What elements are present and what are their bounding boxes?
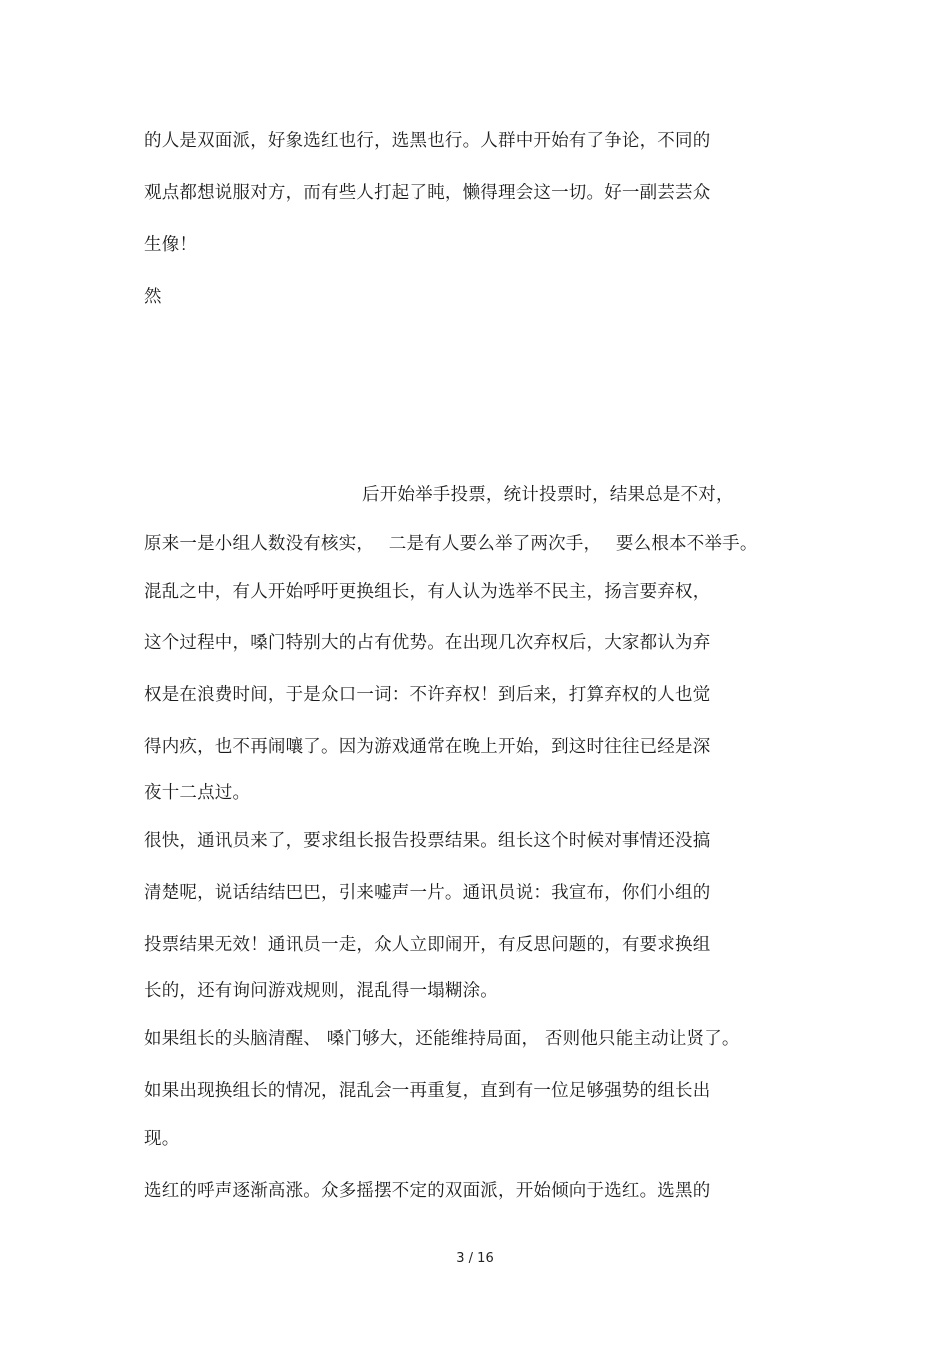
text-line-17: 如果出现换组长的情况，混乱会一再重复，直到有一位足够强势的组长出 (144, 1081, 711, 1101)
text-line-10: 得内疚，也不再闹嚷了。因为游戏通常在晚上开始，到这时往往已经是深 (144, 737, 711, 757)
text-line-5: 后开始举手投票，统计投票时，结果总是不对， (362, 485, 734, 505)
text-line-16: 如果组长的头脑清醒、 嗓门够大，还能维持局面， 否则他只能主动让贤了。 (144, 1029, 740, 1049)
text-line-14: 投票结果无效！通讯员一走，众人立即闹开，有反思问题的，有要求换组 (144, 935, 711, 955)
text-line-7: 混乱之中，有人开始呼吁更换组长，有人认为选举不民主，扬言要弃权， (144, 582, 711, 602)
text-line-15: 长的，还有询问游戏规则，混乱得一塌糊涂。 (144, 981, 498, 1001)
text-line-11: 夜十二点过。 (144, 783, 251, 803)
text-line-3: 生像！ (144, 235, 198, 255)
text-line-9: 权是在浪费时间，于是众口一词：不许弃权！到后来，打算弃权的人也觉 (144, 685, 711, 705)
text-line-2: 观点都想说服对方，而有些人打起了盹，懒得理会这一切。好一副芸芸众 (144, 183, 711, 203)
text-line-4: 然 (144, 287, 162, 307)
text-line-1: 的人是双面派，好象选红也行，选黑也行。人群中开始有了争论，不同的 (144, 131, 711, 151)
text-line-19: 选红的呼声逐渐高涨。众多摇摆不定的双面派，开始倾向于选红。选黑的 (144, 1181, 711, 1201)
text-line-8: 这个过程中，嗓门特别大的占有优势。在出现几次弃权后，大家都认为弃 (144, 633, 711, 653)
text-line-13: 清楚呢，说话结结巴巴，引来嘘声一片。通讯员说：我宣布，你们小组的 (144, 883, 711, 903)
page-number: 3 / 16 (456, 1251, 494, 1266)
text-line-18: 现。 (144, 1129, 180, 1149)
text-line-6: 原来一是小组人数没有核实， 二是有人要么举了两次手， 要么根本不举手。 (144, 534, 758, 554)
text-line-12: 很快，通讯员来了，要求组长报告投票结果。组长这个时候对事情还没搞 (144, 831, 711, 851)
